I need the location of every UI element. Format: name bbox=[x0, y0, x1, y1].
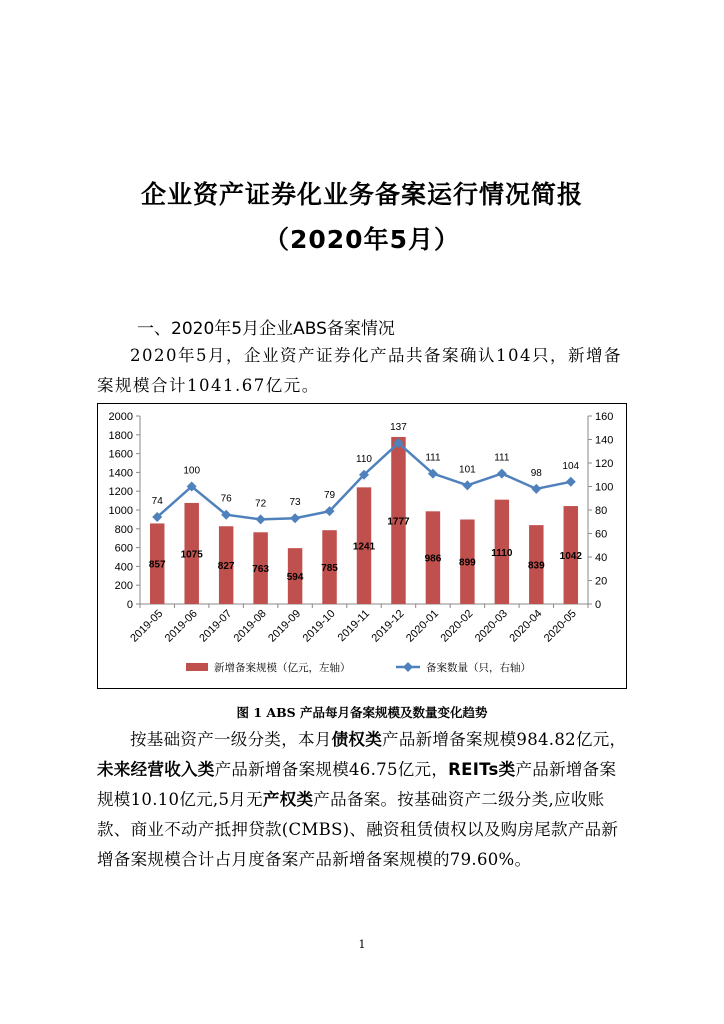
x-category-label: 2020-03 bbox=[472, 607, 510, 645]
para2-text-1: 按基础资产一级分类，本月 bbox=[130, 730, 332, 749]
abs-chart bbox=[98, 404, 626, 688]
line-data-label: 111 bbox=[494, 452, 510, 464]
para2-text-2: 产品新增备案规模984.82亿元， bbox=[382, 730, 627, 749]
line-data-label: 111 bbox=[425, 452, 441, 464]
legend-bar-label: 新增备案规模（亿元，左轴） bbox=[214, 662, 351, 674]
para2-bold-3: REITs类 bbox=[448, 760, 516, 779]
line-data-label: 110 bbox=[356, 453, 372, 465]
line-marker bbox=[566, 477, 576, 487]
left-tick-label: 0 bbox=[126, 599, 133, 611]
right-tick-label: 20 bbox=[595, 575, 608, 588]
para2-bold-2: 未来经营收入类 bbox=[97, 760, 215, 779]
x-category-label: 2019-10 bbox=[300, 607, 338, 645]
bar-data-label: 899 bbox=[459, 557, 476, 569]
figure-caption: 图 1 ABS 产品每月备案规模及数量变化趋势 bbox=[236, 705, 488, 720]
bar-data-label: 594 bbox=[286, 572, 304, 584]
left-tick-label: 200 bbox=[114, 580, 133, 593]
right-tick-label: 160 bbox=[595, 411, 614, 423]
x-category-label: 2020-02 bbox=[438, 607, 476, 645]
x-category-label: 2019-08 bbox=[231, 607, 269, 645]
bar-data-label: 763 bbox=[252, 564, 269, 576]
left-tick-label: 1400 bbox=[108, 467, 133, 480]
line-data-label: 101 bbox=[459, 464, 476, 476]
right-tick-label: 40 bbox=[595, 552, 608, 564]
para2-text-5: 产品备案。按基础资产二级分类,应收账款、商业不动产抵押贷款(CMBS)、融资租赁债权以及购房尾款产品新增备案规模合计占月度备案产品新增备案规模的79.60%。 bbox=[97, 790, 619, 869]
summary-paragraph: 2020年5月，企业资产证券化产品共备案确认104只，新增备案规模合计1041.67亿元。 bbox=[97, 346, 622, 395]
x-category-label: 2019-12 bbox=[369, 607, 407, 645]
para2-bold-1: 债权类 bbox=[331, 730, 383, 749]
left-tick-label: 400 bbox=[114, 561, 133, 574]
line-data-label: 100 bbox=[183, 465, 201, 477]
right-tick-label: 60 bbox=[595, 528, 608, 541]
bar-data-label: 839 bbox=[527, 560, 545, 572]
x-category-label: 2019-05 bbox=[128, 607, 166, 645]
left-tick-label: 1600 bbox=[108, 448, 133, 461]
left-tick-label: 800 bbox=[114, 523, 133, 536]
bar-data-label: 1042 bbox=[559, 551, 582, 563]
left-tick-label: 1000 bbox=[108, 505, 133, 517]
x-category-label: 2019-07 bbox=[197, 607, 235, 645]
line-data-label: 73 bbox=[289, 497, 301, 509]
line-data-label: 104 bbox=[562, 460, 580, 472]
bar-data-label: 986 bbox=[424, 553, 442, 565]
report-title: 企业资产证券化业务备案运行情况简报 bbox=[140, 180, 583, 209]
legend-line-marker bbox=[403, 662, 413, 672]
right-tick-label: 0 bbox=[595, 599, 602, 611]
x-category-label: 2020-05 bbox=[541, 607, 579, 645]
line-marker bbox=[497, 469, 507, 479]
bar-data-label: 857 bbox=[148, 559, 166, 571]
bar-data-label: 1110 bbox=[491, 547, 513, 559]
line-data-label: 98 bbox=[530, 467, 542, 479]
legend-line-label: 备案数量（只，右轴） bbox=[426, 662, 531, 674]
x-category-label: 2019-11 bbox=[335, 607, 373, 645]
left-tick-label: 2000 bbox=[108, 411, 133, 423]
right-tick-label: 120 bbox=[595, 458, 614, 470]
line-marker bbox=[256, 514, 266, 524]
para2-bold-4: 产权类 bbox=[262, 790, 314, 809]
bar-data-label: 1241 bbox=[352, 541, 376, 553]
chart-container bbox=[97, 403, 627, 689]
line-marker bbox=[531, 484, 541, 494]
para2-text-3: 产品新增备案规模46.75亿元， bbox=[214, 760, 449, 779]
line-data-label: 137 bbox=[390, 422, 407, 434]
para2-text-4: 产品新增备案规模10.10亿元,5月无 bbox=[97, 760, 617, 809]
page-number: 1 bbox=[358, 938, 366, 951]
line-data-label: 76 bbox=[220, 493, 232, 505]
classification-paragraph bbox=[97, 725, 629, 875]
bar-data-label: 785 bbox=[321, 563, 338, 575]
line-marker bbox=[290, 513, 300, 523]
line-data-label: 74 bbox=[151, 496, 163, 508]
right-tick-label: 140 bbox=[595, 434, 614, 447]
line-data-label: 79 bbox=[323, 490, 336, 502]
line-data-label: 72 bbox=[255, 498, 267, 510]
x-category-label: 2020-01 bbox=[404, 607, 442, 645]
left-tick-label: 1200 bbox=[108, 486, 133, 499]
x-category-label: 2019-09 bbox=[266, 607, 304, 645]
bar-data-label: 827 bbox=[217, 561, 235, 573]
left-tick-label: 600 bbox=[114, 542, 133, 555]
right-tick-label: 100 bbox=[595, 481, 614, 494]
left-tick-label: 1800 bbox=[108, 429, 133, 442]
bar-data-label: 1075 bbox=[180, 549, 203, 561]
x-category-label: 2020-04 bbox=[507, 607, 545, 645]
report-subtitle-date: （2020年5月） bbox=[264, 225, 460, 254]
right-tick-label: 80 bbox=[595, 505, 608, 517]
bar-data-label: 1777 bbox=[387, 516, 410, 528]
x-category-label: 2019-06 bbox=[162, 607, 200, 645]
section-heading: 一、2020年5月企业ABS备案情况 bbox=[137, 319, 395, 339]
line-marker bbox=[462, 480, 472, 490]
legend-bar-swatch bbox=[186, 663, 208, 671]
